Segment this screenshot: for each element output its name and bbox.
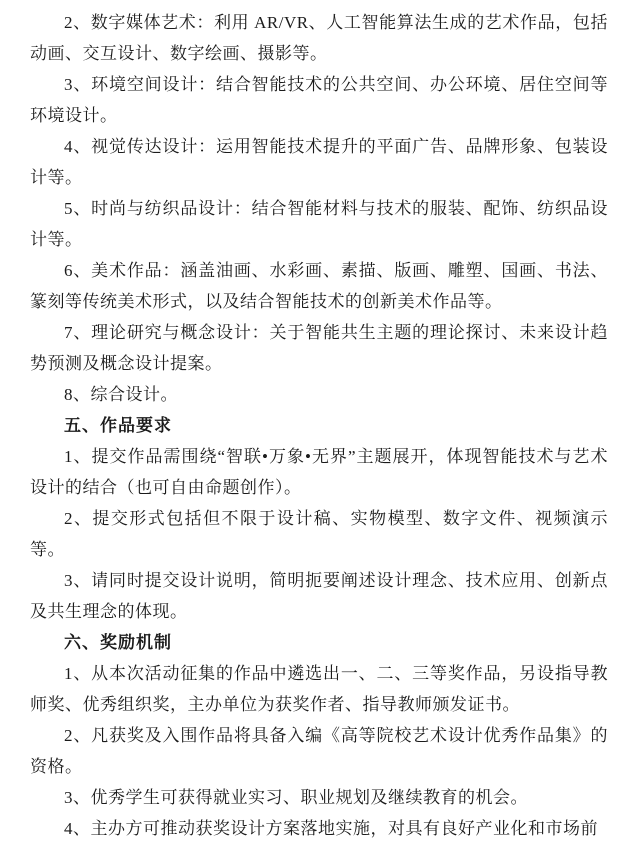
paragraph-student-opportunities: 3、优秀学生可获得就业实习、职业规划及继续教育的机会。 <box>64 788 528 807</box>
document-body <box>30 7 608 844</box>
paragraph-fine-art-works: 6、美术作品：涵盖油画、水彩画、素描、版画、雕塑、国画、书法、篆刻等传统美术形式，以及结合智能技术的创新美术作品等。 <box>30 261 608 311</box>
paragraph-comprehensive-design: 8、综合设计。 <box>64 385 178 404</box>
paragraph-collection-inclusion: 2、凡获奖及入围作品将具备入编《高等院校艺术设计优秀作品集》的资格。 <box>30 726 608 776</box>
paragraph-digital-media-art: 2、数字媒体艺术：利用 AR/VR、人工智能算法生成的艺术作品，包括动画、交互设计、数字绘画、摄影等。 <box>30 13 608 63</box>
paragraph-visual-communication: 4、视觉传达设计：运用智能技术提升的平面广告、品牌形象、包装设计等。 <box>30 137 608 187</box>
paragraph-theory-concept-design: 7、理论研究与概念设计：关于智能共生主题的理论探讨、未来设计趋势预测及概念设计提案。 <box>30 323 608 373</box>
paragraph-environment-design: 3、环境空间设计：结合智能技术的公共空间、办公环境、居住空间等环境设计。 <box>30 75 608 125</box>
paragraph-design-statement: 3、请同时提交设计说明，简明扼要阐述设计理念、技术应用、创新点及共生理念的体现。 <box>30 571 608 621</box>
heading-section-5-work-requirements: 五、作品要求 <box>64 416 172 435</box>
paragraph-fashion-textile: 5、时尚与纺织品设计：结合智能材料与技术的服装、配饰、纺织品设计等。 <box>30 199 608 249</box>
paragraph-submission-formats: 2、提交形式包括但不限于设计稿、实物模型、数字文件、视频演示等。 <box>30 509 608 559</box>
paragraph-implementation-support: 4、主办方可推动获奖设计方案落地实施，对具有良好产业化和市场前 <box>64 819 598 838</box>
paragraph-awards-selection: 1、从本次活动征集的作品中遴选出一、二、三等奖作品，另设指导教师奖、优秀组织奖，主办单位为获奖作者、指导教师颁发证书。 <box>30 664 608 714</box>
heading-section-6-reward-mechanism: 六、奖励机制 <box>64 633 172 652</box>
paragraph-theme-requirement: 1、提交作品需围绕“智联•万象•无界”主题展开，体现智能技术与艺术设计的结合（也可自由命题创作）。 <box>30 447 608 497</box>
